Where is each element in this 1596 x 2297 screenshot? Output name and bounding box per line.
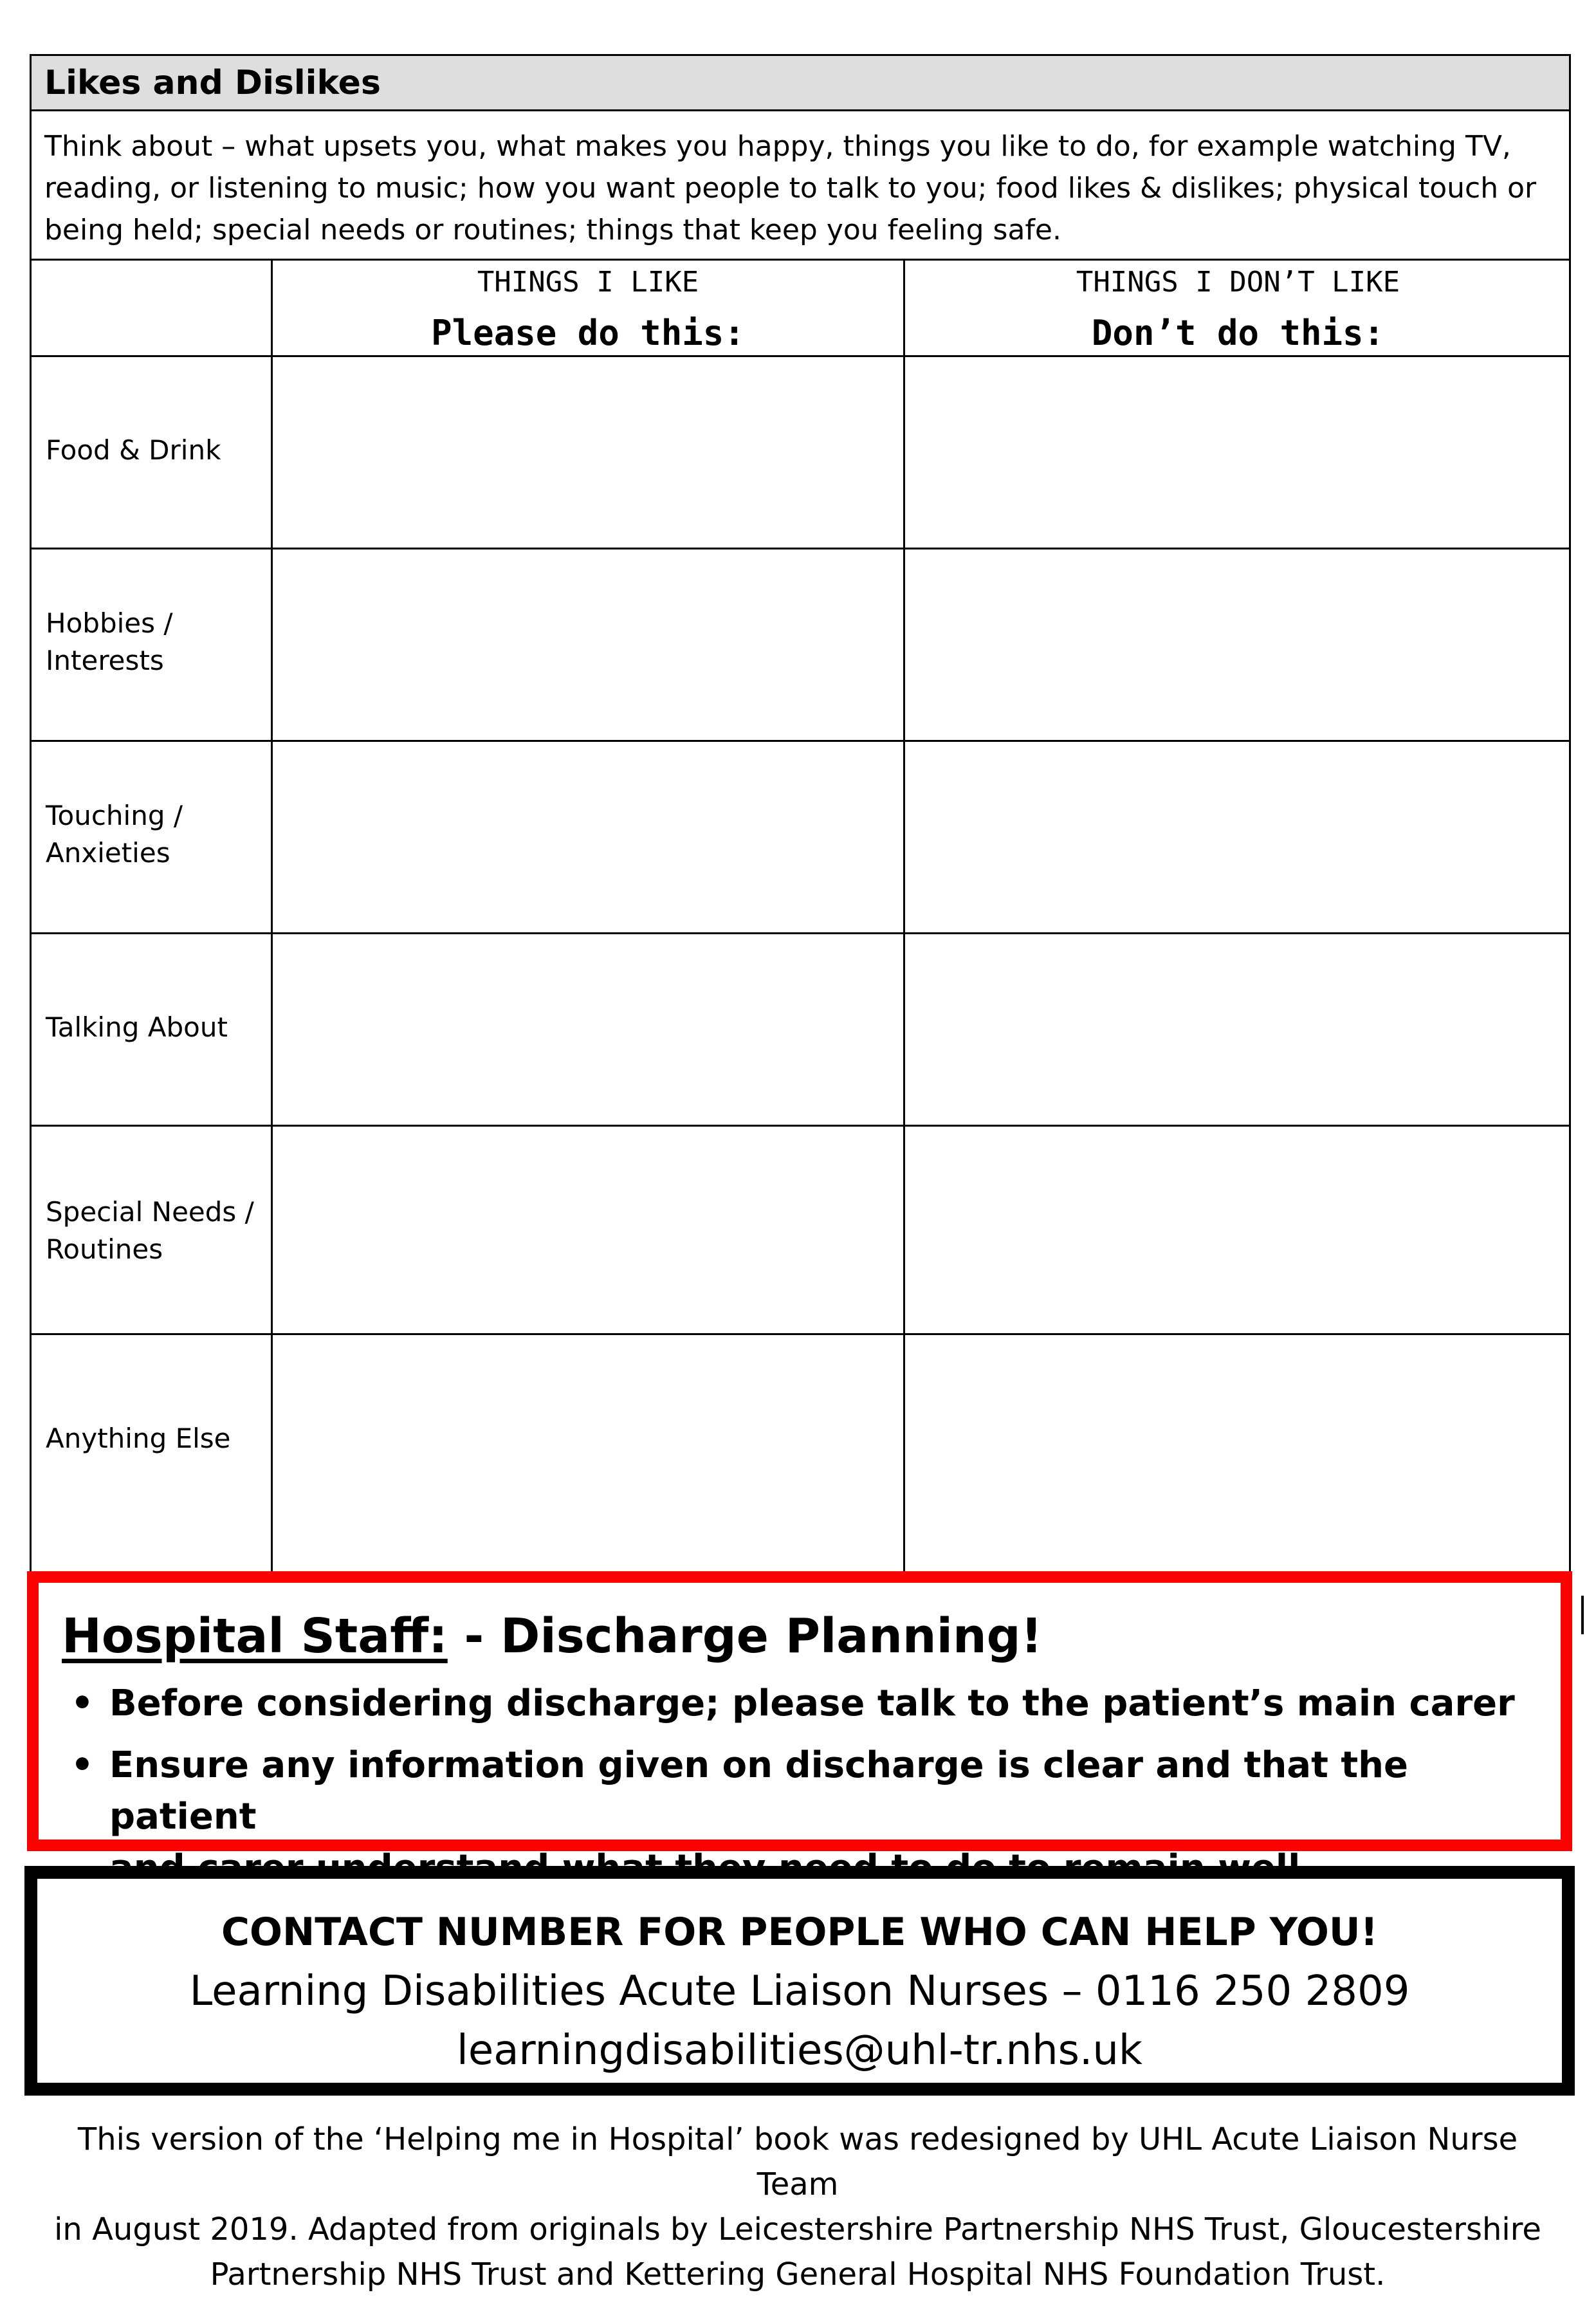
footer-credits: [39, 2117, 1557, 2297]
discharge-bullet: [71, 1678, 1535, 1730]
cell-touching-like[interactable]: [273, 742, 903, 932]
contact-email[interactable]: learningdisabilities@uhl-tr.nhs.uk: [457, 2027, 1142, 2074]
discharge-bullet-text: Ensure any information given on discharge is clear and that the patient: [109, 1744, 1408, 1838]
row-label-touching: [46, 797, 264, 872]
likes-column-subtitle: THINGS I LIKE: [477, 266, 699, 299]
row-label-anything-else: [46, 1420, 264, 1457]
cell-hobbies-like[interactable]: [273, 549, 903, 740]
cell-touching-dislike[interactable]: [905, 742, 1571, 932]
margin-mark: [1581, 1596, 1584, 1634]
cell-anything-dislike[interactable]: [905, 1335, 1571, 1573]
column-header-dislikes: [905, 261, 1571, 357]
cell-food-like[interactable]: [273, 357, 903, 548]
cell-special-dislike[interactable]: [905, 1127, 1571, 1333]
row-label-talking-about: [46, 1009, 264, 1046]
dislikes-column-subtitle: THINGS I DON’T LIKE: [1076, 266, 1400, 299]
intro-line: being held; special needs or routines; things that keep you feeling safe.: [44, 214, 1061, 246]
discharge-bullet-text: Before considering discharge; please talk to the patient’s main carer: [109, 1683, 1515, 1724]
discharge-title-underlined: Hospital Staff:: [62, 1609, 448, 1664]
column-header-likes: [273, 261, 903, 357]
discharge-title: [62, 1609, 1042, 1664]
bullet-icon: •: [71, 1683, 94, 1724]
cell-talking-like[interactable]: [273, 934, 903, 1125]
intro-line: reading, or listening to music; how you want people to talk to you; food likes & dislikes; physical touch or: [44, 172, 1537, 205]
row-label-special-needs: [46, 1194, 264, 1268]
likes-column-title: Please do this:: [431, 313, 745, 353]
row-label-text: Food & Drink: [46, 434, 221, 466]
footer-line: in August 2019. Adapted from originals by Leicestershire Partnership NHS Trust, Gloucestershire: [54, 2211, 1541, 2247]
likes-dislikes-heading: Likes and Dislikes: [32, 56, 1569, 111]
row-label-text: Special Needs /: [46, 1196, 254, 1228]
row-label-text: Routines: [46, 1233, 163, 1265]
row-label-text: Talking About: [46, 1011, 228, 1043]
cell-special-like[interactable]: [273, 1127, 903, 1333]
cell-food-dislike[interactable]: [905, 357, 1571, 548]
cell-anything-like[interactable]: [273, 1335, 903, 1573]
row-label-text: Anxieties: [46, 837, 170, 869]
footer-line: Partnership NHS Trust and Kettering General Hospital NHS Foundation Trust.: [210, 2256, 1386, 2292]
row-label-text: Hobbies /: [46, 607, 173, 639]
row-label-food-drink: [46, 432, 264, 469]
dislikes-column-title: Don’t do this:: [1091, 313, 1385, 353]
contact-box: [24, 1866, 1575, 2096]
footer-line: This version of the ‘Helping me in Hospital’ book was redesigned by UHL Acute Liaison Nurse Team: [77, 2121, 1518, 2202]
row-label-hobbies: [46, 605, 264, 679]
discharge-planning-box: [27, 1571, 1572, 1851]
intro-line: Think about – what upsets you, what makes you happy, things you like to do, for example watching TV,: [44, 130, 1511, 163]
likes-dislikes-table: [30, 54, 1571, 1573]
contact-heading: CONTACT NUMBER FOR PEOPLE WHO CAN HELP YOU!: [221, 1910, 1378, 1955]
row-label-text: Anything Else: [46, 1423, 231, 1454]
row-label-text: Touching /: [46, 800, 183, 831]
row-label-text: Interests: [46, 645, 164, 676]
discharge-title-rest: - Discharge Planning!: [447, 1609, 1043, 1664]
contact-phone-line: Learning Disabilities Acute Liaison Nurses – 0116 250 2809: [189, 1968, 1410, 2015]
bullet-icon: •: [71, 1744, 94, 1786]
cell-talking-dislike[interactable]: [905, 934, 1571, 1125]
cell-hobbies-dislike[interactable]: [905, 549, 1571, 740]
likes-intro: [32, 111, 1569, 261]
